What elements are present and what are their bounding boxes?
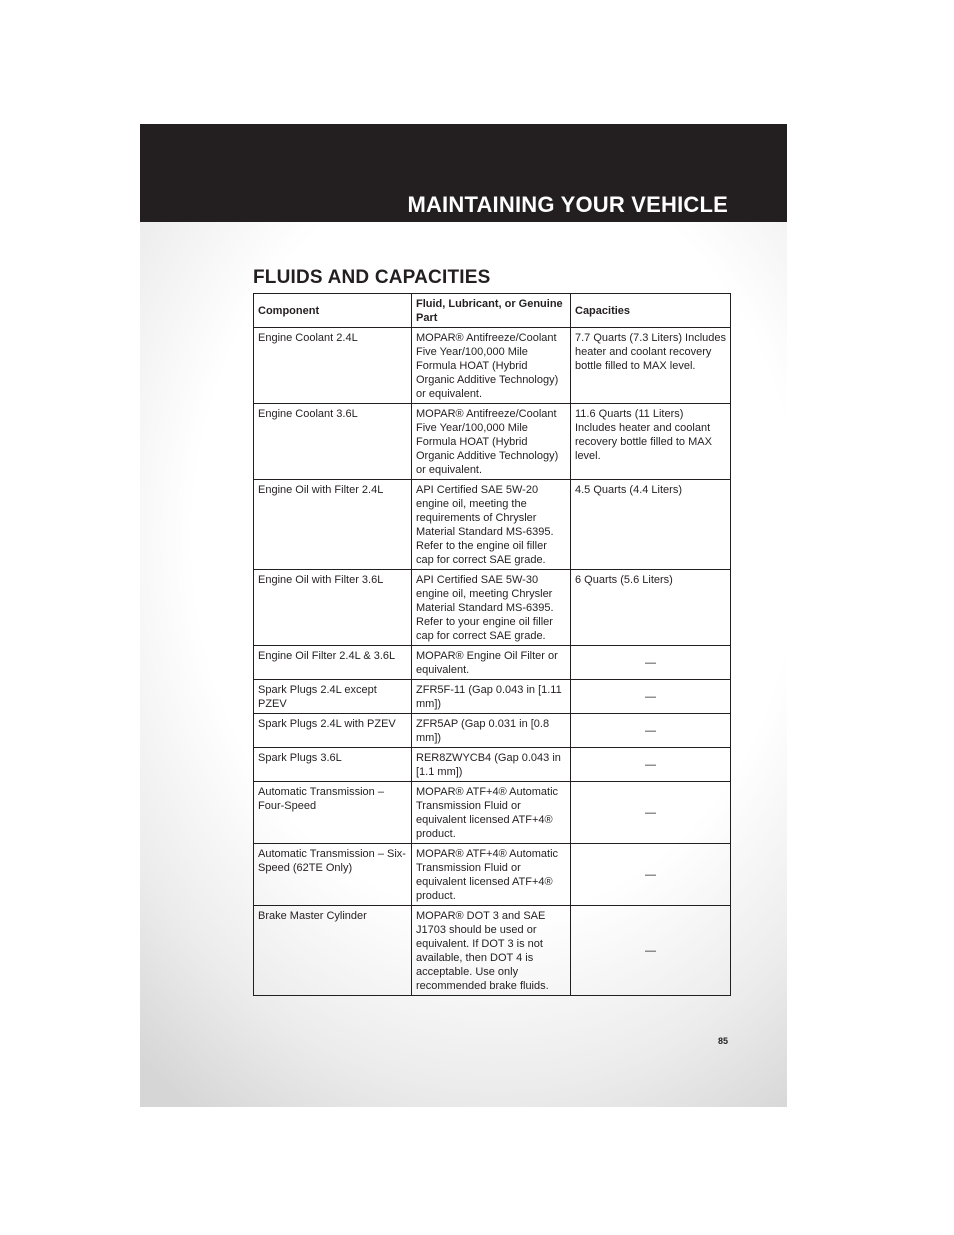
cell-component: Brake Master Cylinder [254,906,412,996]
section-title: FLUIDS AND CAPACITIES [253,267,491,288]
cell-capacity: 11.6 Quarts (11 Liters) Includes heater and coolant recovery bottle filled to MAX level. [571,404,731,480]
cell-component: Engine Oil Filter 2.4L & 3.6L [254,646,412,680]
cell-capacity: — [571,646,731,680]
table-row [254,570,731,646]
column-header-fluid: Fluid, Lubricant, or Genuine Part [412,294,571,328]
cell-component: Automatic Transmission – Six-Speed (62TE Only) [254,844,412,906]
cell-capacity: — [571,906,731,996]
cell-component: Automatic Transmission – Four-Speed [254,782,412,844]
page-number: 85 [718,1036,729,1046]
cell-capacity: — [571,680,731,714]
cell-fluid: MOPAR® Engine Oil Filter or equivalent. [412,646,571,680]
cell-component: Spark Plugs 2.4L except PZEV [254,680,412,714]
cell-component: Engine Oil with Filter 2.4L [254,480,412,570]
cell-fluid: ZFR5F-11 (Gap 0.043 in [1.11 mm]) [412,680,571,714]
fluids-capacities-table [253,293,731,996]
header-band [140,124,787,222]
table-row [254,680,731,714]
cell-capacity: — [571,748,731,782]
table-row [254,646,731,680]
table-row [254,748,731,782]
cell-component: Engine Coolant 2.4L [254,328,412,404]
table-row [254,714,731,748]
cell-fluid: ZFR5AP (Gap 0.031 in [0.8 mm]) [412,714,571,748]
cell-fluid: MOPAR® ATF+4® Automatic Transmission Fluid or equivalent licensed ATF+4® product. [412,782,571,844]
table-row [254,404,731,480]
cell-fluid: API Certified SAE 5W-20 engine oil, meeting the requirements of Chrysler Material Standard MS-6395. Refer to the engine oil filler cap for correct SAE grade. [412,480,571,570]
cell-component: Spark Plugs 3.6L [254,748,412,782]
chapter-title: MAINTAINING YOUR VEHICLE [407,192,728,217]
table-row [254,782,731,844]
table-header-row [254,294,731,328]
table-row [254,906,731,996]
cell-fluid: MOPAR® DOT 3 and SAE J1703 should be used or equivalent. If DOT 3 is not available, then DOT 4 is acceptable. Use only recommended brake fluids. [412,906,571,996]
cell-fluid: RER8ZWYCB4 (Gap 0.043 in [1.1 mm]) [412,748,571,782]
cell-fluid: MOPAR® Antifreeze/Coolant Five Year/100,000 Mile Formula HOAT (Hybrid Organic Additive Technology) or equivalent. [412,328,571,404]
cell-component: Spark Plugs 2.4L with PZEV [254,714,412,748]
table-row [254,480,731,570]
cell-component: Engine Oil with Filter 3.6L [254,570,412,646]
cell-capacity: 6 Quarts (5.6 Liters) [571,570,731,646]
cell-fluid: API Certified SAE 5W-30 engine oil, meeting Chrysler Material Standard MS-6395. Refer to your engine oil filler cap for correct SAE grade. [412,570,571,646]
column-header-component: Component [254,294,412,328]
cell-capacity: 7.7 Quarts (7.3 Liters) Includes heater and coolant recovery bottle filled to MAX level. [571,328,731,404]
table-row [254,844,731,906]
cell-capacity: 4.5 Quarts (4.4 Liters) [571,480,731,570]
column-header-capacities: Capacities [571,294,731,328]
cell-capacity: — [571,714,731,748]
manual-page [140,124,787,1107]
cell-capacity: — [571,782,731,844]
cell-fluid: MOPAR® ATF+4® Automatic Transmission Fluid or equivalent licensed ATF+4® product. [412,844,571,906]
table-row [254,328,731,404]
cell-component: Engine Coolant 3.6L [254,404,412,480]
cell-fluid: MOPAR® Antifreeze/Coolant Five Year/100,000 Mile Formula HOAT (Hybrid Organic Additive Technology) or equivalent. [412,404,571,480]
cell-capacity: — [571,844,731,906]
